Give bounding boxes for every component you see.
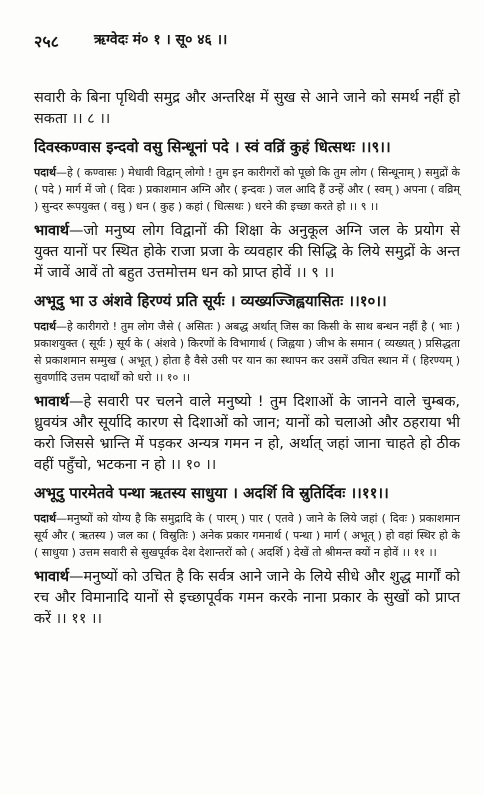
bhavartha-label: भावार्थ [34,223,70,239]
padartha-label: पदार्थ [34,166,56,179]
mantra-9: दिवस्कण्वास इन्दवो वसु सिन्धूनां पदे । स्वं वव्रिं कुहं धित्सथः ।।९।। [34,138,391,156]
page-body [34,88,460,630]
padartha-11 [34,510,460,561]
page-header [34,30,460,52]
bhavartha-label: भावार्थ [34,569,70,585]
bhavartha-text: —हे सवारी पर चलने वाले मनुष्यो ! तुम दिशाओं के जानने वाले चुम्बक, ध्रुवयंत्र और सूर्यादि कारण से दिशाओं को जान; यानों को चलाओ और ठहराया भी करो जिससे भ्रान्ति में पड़कर अन्यत्र गमन न हो, अर्थात् जहां जाना चाहते हो ठीक वहीं पहुँचो, भटकना न हो ।। १० ।। [34,394,460,473]
padartha-9 [34,164,460,215]
bhavartha-text: —जो मनुष्य लोग विद्वानों की शिक्षा के अनुकूल अग्नि जल के प्रयोग से युक्त यानों पर स्थित होके राजा प्रजा के व्यवहार की सिद्धि के लिये समुद्रों के अन्त में जावें आवें तो बहुत उत्तमोत्तम धन को प्राप्त होवें ।। ९ ।। [34,223,460,281]
running-head: ऋग्वेदः मं० १ । सू० ४६ ।। [94,32,228,48]
padartha-text: —हे ( कण्वासः ) मेधावी विद्वान् लोगो ! तुम इन कारीगरों को पूछो कि तुम लोग ( सिन्धूनाम् ) समुद्रों के ( पदे ) मार्ग में जो ( दिवः ) प्रकाशमान अग्नि और ( इन्दवः ) जल आदि हैं उन्हें और ( स्वम् ) अपना ( वव्रिम् ) सुन्दर रूपयुक्त ( वसु ) धन ( कुह ) कहां ( धित्सथः ) धरने की इच्छा करते हो ।। ९ ।। [34,166,460,213]
padartha-text: —मनुष्यों को योग्य है कि समुद्रादि के ( पारम् ) पार ( एतवे ) जाने के लिये जहां ( दिवः ) प्रकाशमान सूर्य और ( ऋतस्य ) जल का ( विस्रुतिः ) अनेक प्रकार गमनार्थ ( पन्था ) मार्ग ( अभूत् ) हो वहां स्थिर हो के ( साधुया ) उत्तम सवारी से सुखपूर्वक देश देशान्तरों को ( अदर्शि ) देखें तो श्रीमन्त क्यों न होवें ।। ११ ।। [34,512,460,559]
padartha-text: —हे कारीगरो ! तुम लोग जैसे ( असितः ) अबद्ध अर्थात् जिस का किसी के साथ बन्धन नहीं है ( भाः ) प्रकाशयुक्त ( सूर्यः ) सूर्य के ( अंशवे ) किरणों के विभागार्थ ( जिह्वया ) जीभ के समान ( व्यख्यत् ) प्रसिद्धता से प्रकाशमान सम्मुख ( अभूत् ) होता है वैसे उसी पर यान का स्थापन कर उसमें उचित स्थान में ( हिरण्यम् ) सुवर्णादि उत्तम पदार्थों को धरो ।। १० ।। [34,320,460,384]
bhavartha-label: भावार्थ [34,394,70,410]
intro-paragraph: सवारी के बिना पृथिवी समुद्र और अन्तरिक्ष में सुख से आने जाने को समर्थ नहीं हो सकता ।। ८ ।। [34,90,460,127]
bhavartha-11 [34,567,460,630]
bhavartha-text: —मनुष्यों को उचित है कि सर्वत्र आने जाने के लिये सीधे और शुद्ध मार्गों को रच और विमानादि यानों से इच्छापूर्वक गमन करके नाना प्रकार के सुखों को प्राप्त करें ।। ११ ।। [34,569,460,627]
mantra-11: अभूदु पारमेतवे पन्था ऋतस्य साधुया । अदर्शि वि स्रुतिर्दिवः ।।११।। [34,484,389,502]
mantra-10: अभूदु भा उ अंशवे हिरण्यं प्रति सूर्यः । व्यख्यज्जिह्वयासितः ।।१०।। [34,292,387,310]
bhavartha-9 [34,221,460,284]
padartha-10 [34,318,460,386]
page-number: २५८ [34,32,59,51]
padartha-label: पदार्थ [34,512,56,525]
padartha-label: पदार्थ [34,320,56,333]
bhavartha-10 [34,392,460,476]
